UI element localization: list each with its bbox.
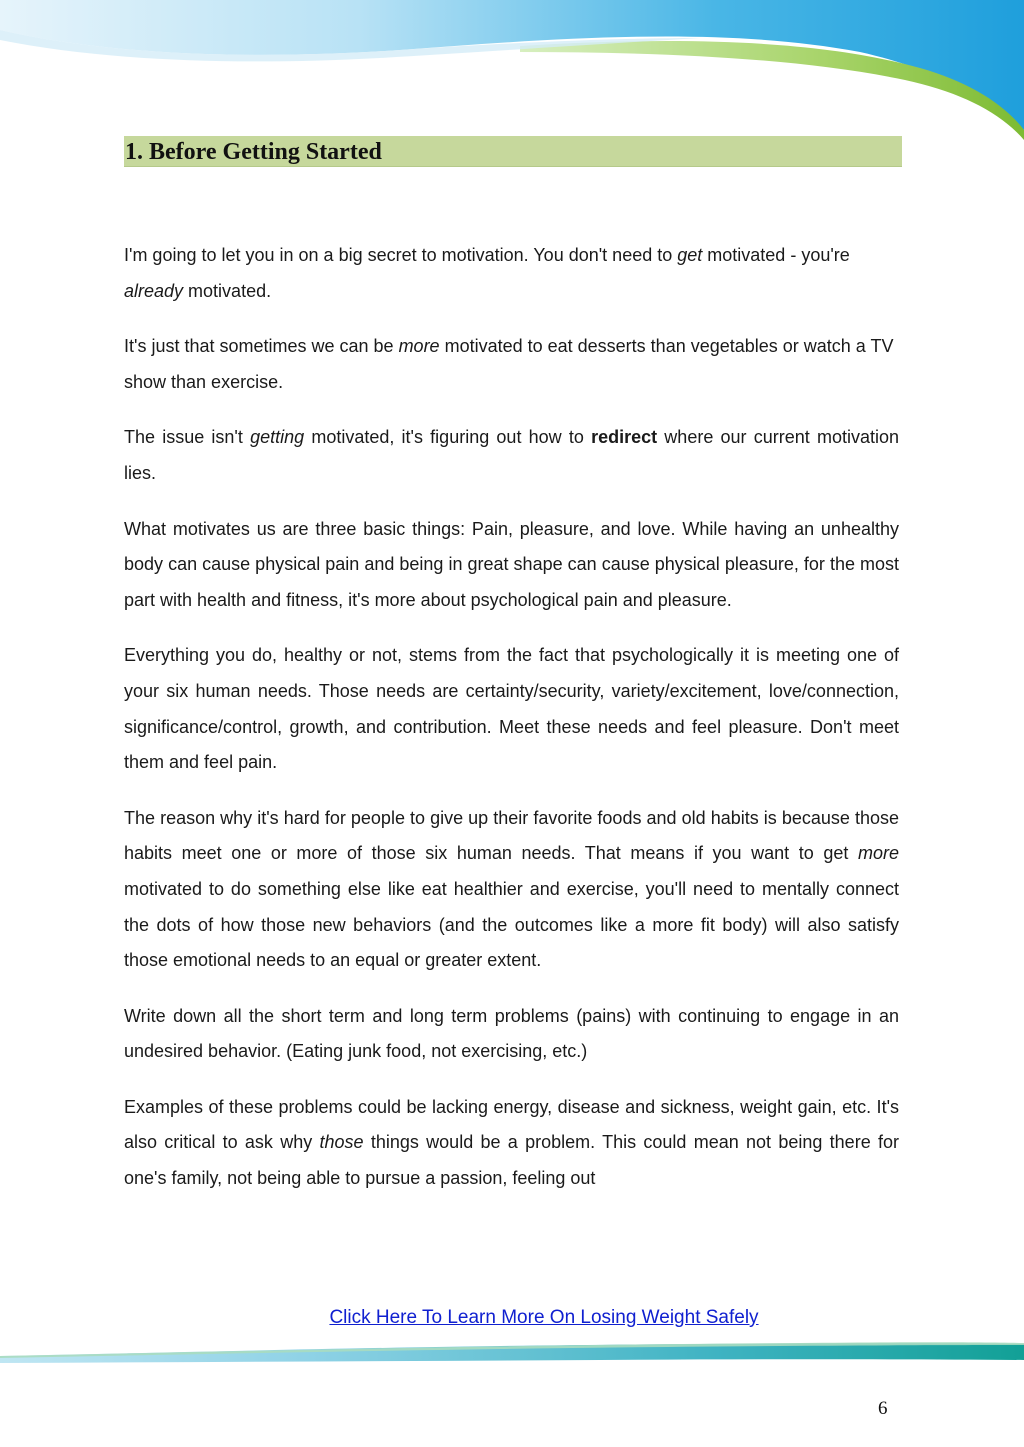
paragraph-4: What motivates us are three basic things: Pain, pleasure, and love. While having an unhealthy body can cause physical pain and being in great shape can cause physical pleasure, for the most part with health and fitness, it's more about psychological pain and pleasure.: [124, 518, 899, 610]
text-run: motivated to eat desserts than vegetables or watch a TV show than exercise.: [124, 336, 894, 392]
emphasis-text: already: [124, 280, 184, 301]
text-run: Examples of these problems could be lacking energy, disease and sickness, weight gain, etc. It's also critical to ask why: [124, 1096, 899, 1153]
paragraph-3: [124, 420, 899, 491]
emphasis-text: more: [857, 843, 899, 864]
page-number: 6: [878, 1398, 888, 1419]
text-run: The issue isn't: [124, 427, 251, 448]
text-run: motivated to do something else like eat healthier and exercise, you'll need to mentally connect the dots of how those new behaviors (and the outcomes like a more fit body) will also satisfy those emotional needs to an equal or greater extent.: [124, 878, 899, 971]
emphasis-text: get: [677, 245, 703, 265]
text-run: The reason why it's hard for people to give up their favorite foods and old habits is because those habits meet one or more of those six human needs. That means if you want to get: [124, 807, 899, 864]
text-run: I'm going to let you in on a big secret to motivation. You don't need to: [124, 245, 678, 265]
section-title: 1. Before Getting Started: [125, 139, 382, 165]
text-run: motivated, it's figuring out how to: [304, 427, 592, 448]
bold-text: redirect: [591, 427, 658, 448]
paragraph-6: [124, 801, 899, 979]
body-text: [124, 238, 899, 1217]
section-heading-bar: [124, 136, 902, 167]
text-run: It's just that sometimes we can be: [124, 336, 399, 357]
emphasis-text: those: [319, 1132, 364, 1153]
paragraph-7: Write down all the short term and long term problems (pains) with continuing to engage in an undesired behavior. (Eating junk food, not exercising, etc.): [124, 1005, 899, 1062]
header-wave-decoration: [0, 0, 1024, 140]
footer-wave-decoration: [0, 1336, 1024, 1366]
text-run: things would be a problem. This could mean not being there for one's family, not being able to pursue a passion, feeling out: [124, 1132, 899, 1189]
learn-more-link[interactable]: Click Here To Learn More On Losing Weight Safely: [329, 1307, 759, 1328]
paragraph-1: [124, 238, 899, 309]
paragraph-5: Everything you do, healthy or not, stems from the fact that psychologically it is meeting one of your six human needs. Those needs are certainty/security, variety/excitement, love/connection, significance/control, growth, and contribution. Meet these needs and feel pleasure. Don't meet them and feel pain.: [124, 645, 899, 773]
text-run: where our current motivation lies.: [124, 427, 899, 483]
paragraph-2: [124, 329, 899, 400]
text-run: motivated.: [183, 280, 272, 301]
emphasis-text: more: [398, 336, 440, 357]
emphasis-text: getting: [250, 427, 305, 448]
text-run: motivated - you're: [702, 245, 850, 265]
paragraph-8: [124, 1090, 899, 1197]
